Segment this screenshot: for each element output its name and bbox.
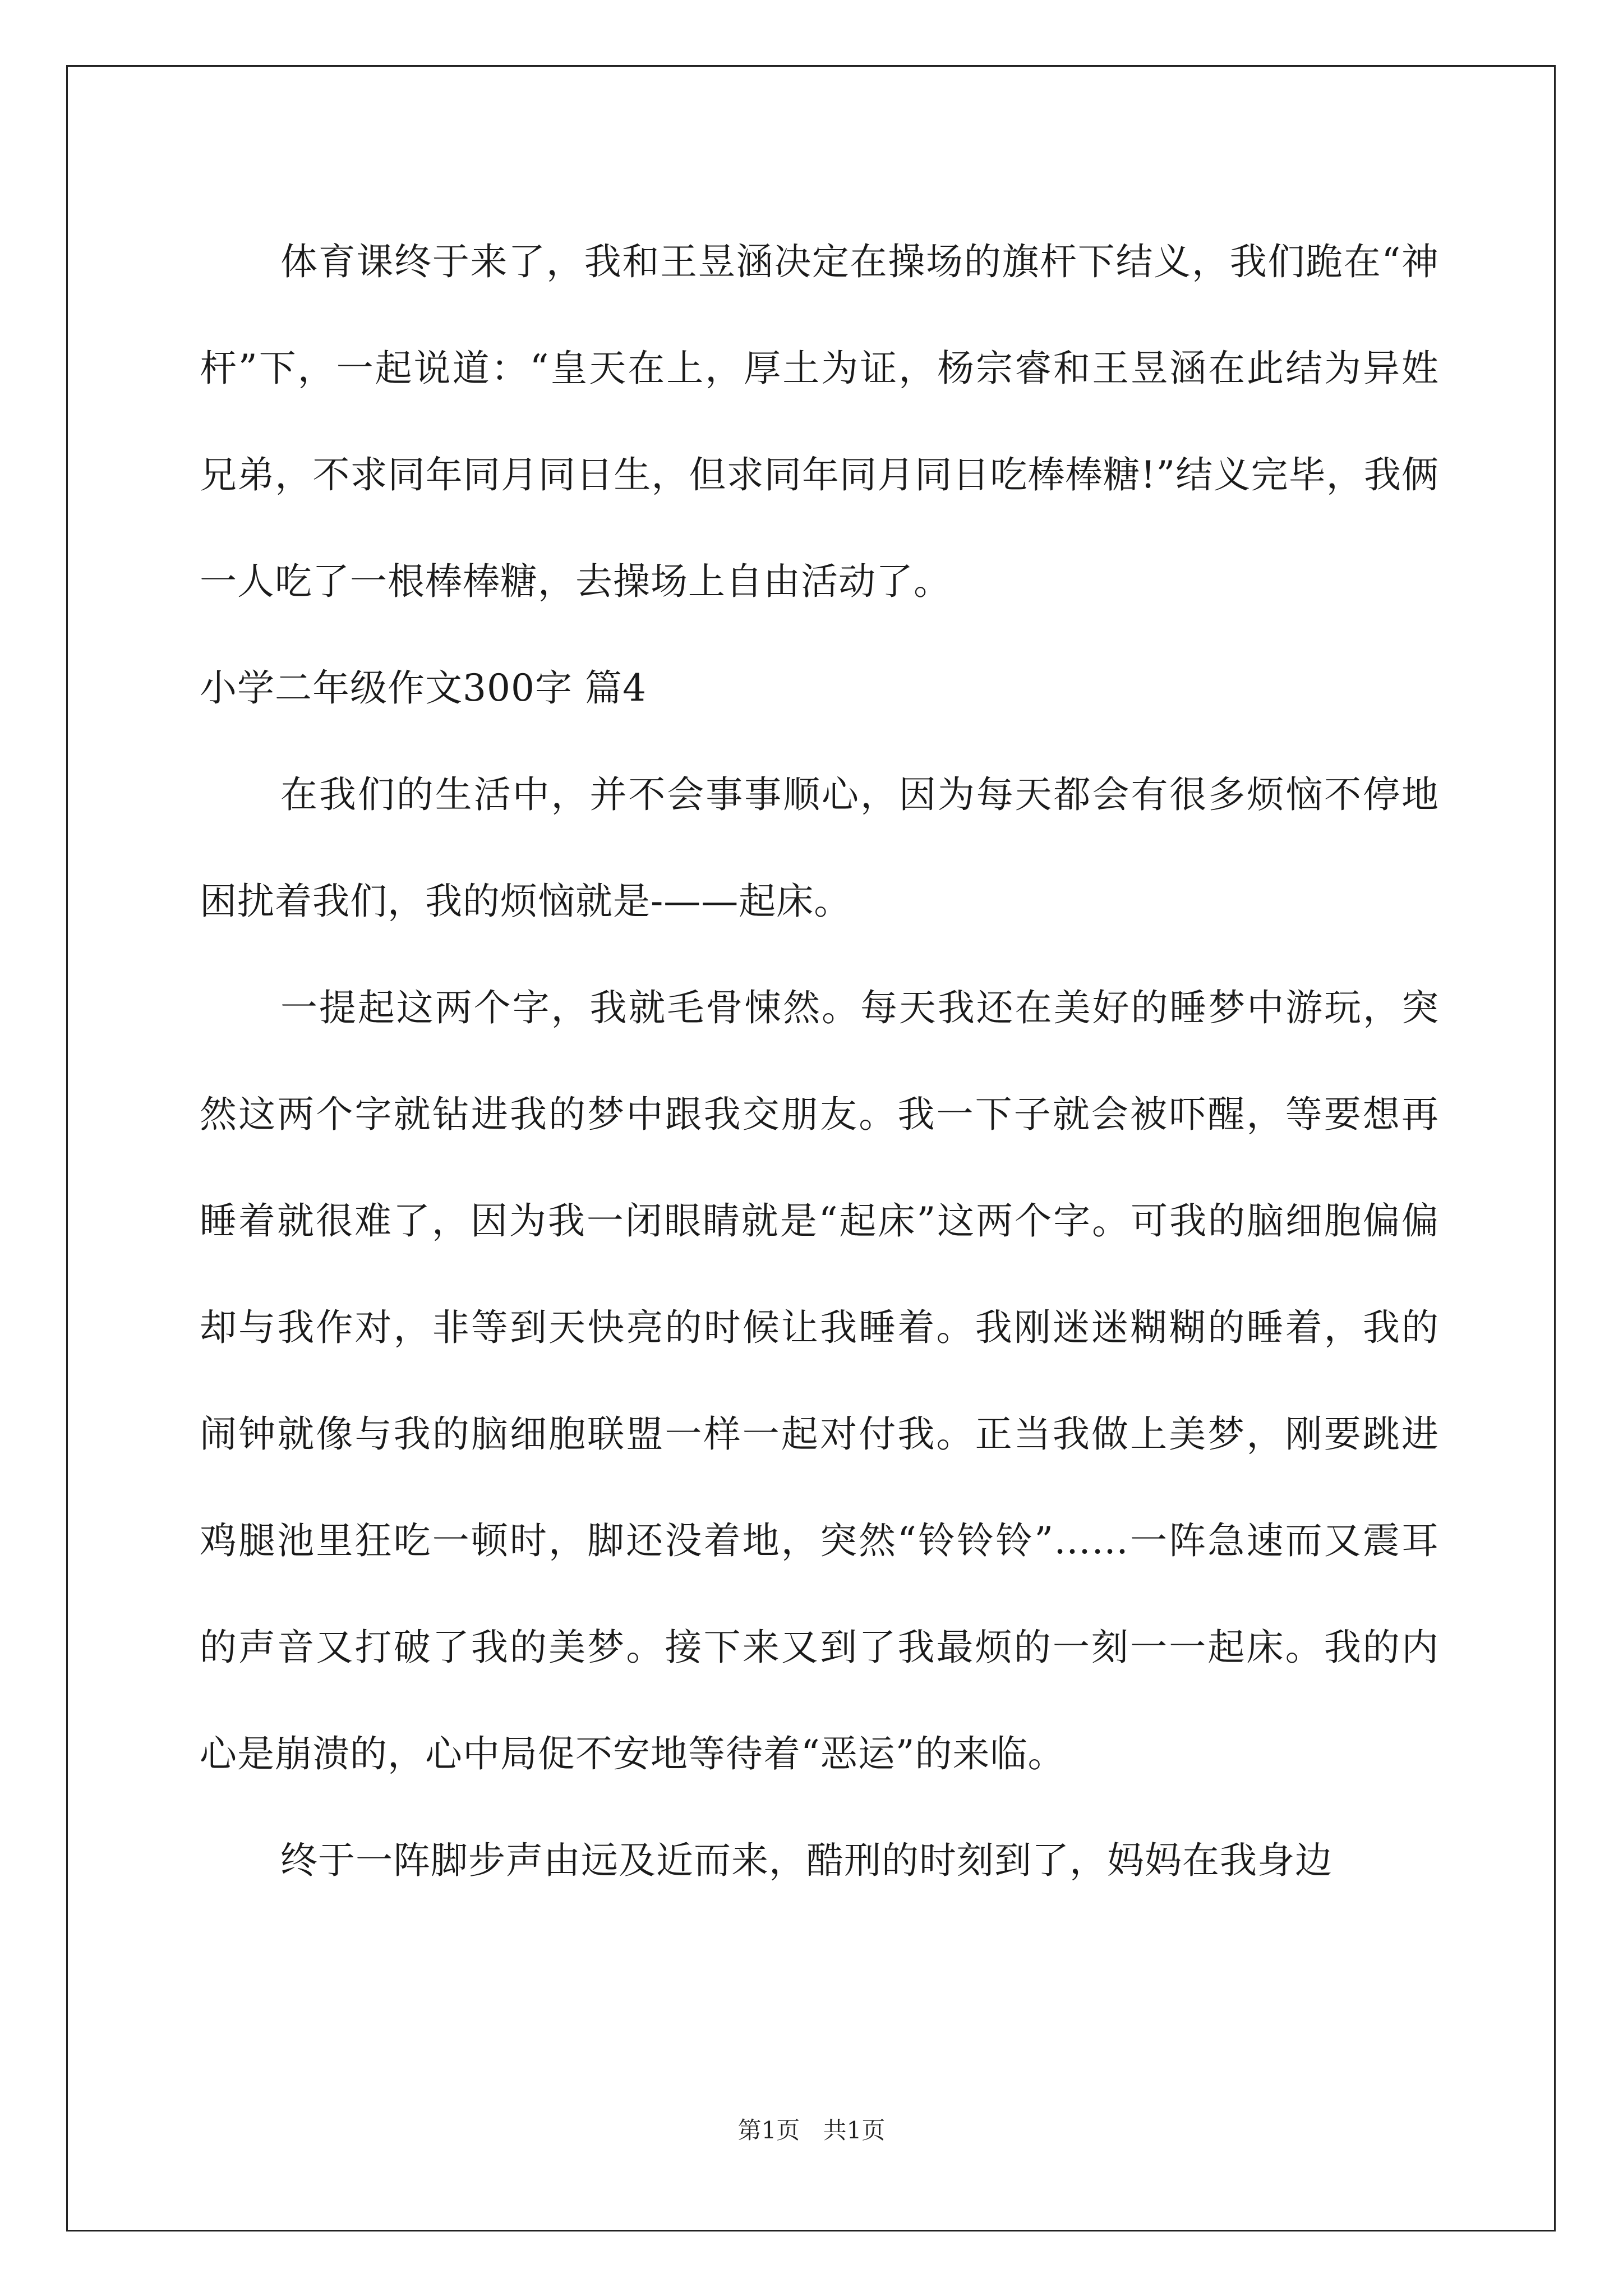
paragraph-3: 一提起这两个字，我就毛骨悚然。每天我还在美好的睡梦中游玩，突然这两个字就钻进我的梦中跟我交朋友。我一下子就会被吓醒，等要想再睡着就很难了，因为我一闭眼睛就是“起床”这两个字。可我的脑细胞偏偏却与我作对，非等到天快亮的时候让我睡着。我刚迷迷糊糊的睡着，我的闹钟就像与我的脑细胞联盟一样一起对付我。正当我做上美梦，刚要跳进鸡腿池里狂吃一顿时，脚还没着地，突然“铃铃铃”……一阵急速而又震耳的声音又打破了我的美梦。接下来又到了我最烦的一刻一一起床。我的内心是崩溃的，心中局促不安地等待着“恶运”的来临。 (200, 986, 1439, 1775)
page-footer (0, 2114, 1623, 2147)
page-number: 第1页 (737, 2116, 800, 2144)
page-total: 共1页 (823, 2116, 886, 2144)
section-heading: 小学二年级作文300字 篇4 (200, 666, 647, 710)
paragraph-2: 在我们的生活中，并不会事事顺心，因为每天都会有很多烦恼不停地困扰着我们，我的烦恼就是-——起床。 (200, 773, 1439, 923)
paragraph-1: 体育课终于来了，我和王昱涵决定在操场的旗杆下结义，我们跪在“神杆”下，一起说道：“皇天在上，厚土为证，杨宗睿和王昱涵在此结为异姓兄弟，不求同年同月同日生，但求同年同月同日吃棒棒糖!”结义完毕，我俩一人吃了一根棒棒糖，去操场上自由活动了。 (200, 240, 1439, 603)
document-body (200, 209, 1439, 1914)
paragraph-4: 终于一阵脚步声由远及近而来，酷刑的时刻到了，妈妈在我身边 (280, 1839, 1332, 1882)
